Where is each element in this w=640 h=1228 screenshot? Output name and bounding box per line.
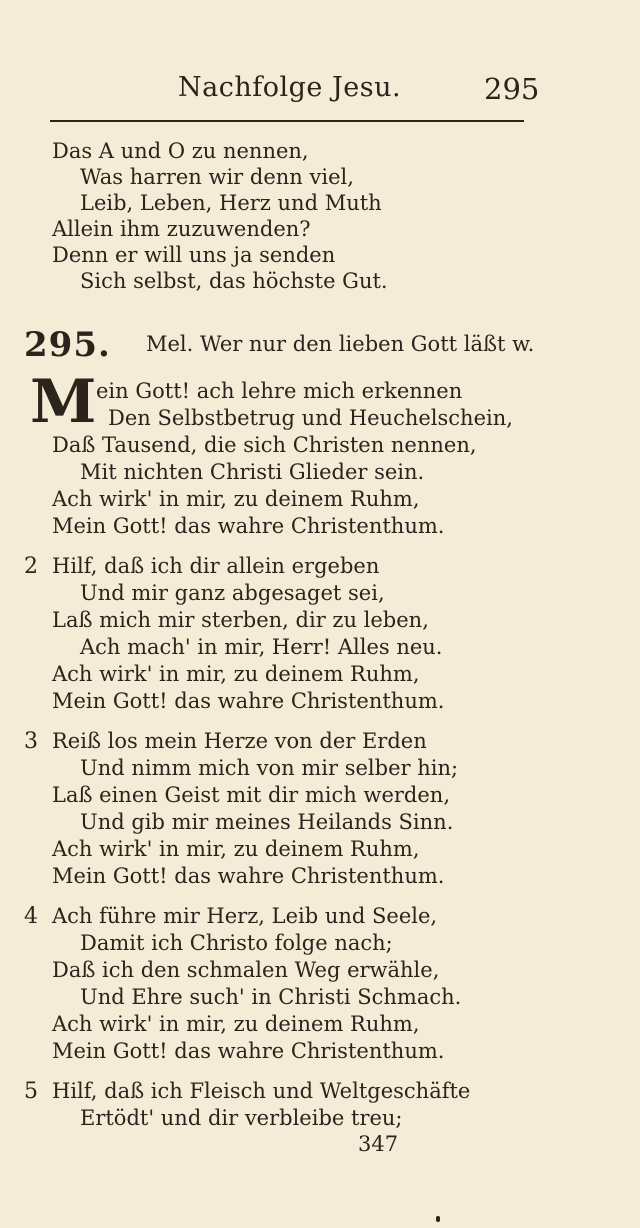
verse-line: Und Ehre such' in Christi Schmach. — [80, 985, 462, 1009]
melody-reference: Mel. Wer nur den lieben Gott läßt w. — [146, 332, 535, 356]
verse-line: Mit nichten Christi Glieder sein. — [80, 460, 425, 484]
running-header-title: Nachfolge Jesu. — [178, 72, 402, 103]
verse-line: Ach wirk' in mir, zu deinem Ruhm, — [52, 662, 420, 686]
hymn-number: 295. — [24, 325, 111, 365]
verse-line: Und mir ganz abgesaget sei, — [80, 581, 385, 605]
prev-stanza-line: Sich selbst, das höchste Gut. — [80, 269, 388, 293]
verse-line: Den Selbstbetrug und Heuchelschein, — [108, 406, 513, 430]
verse-line: Laß einen Geist mit dir mich werden, — [52, 783, 450, 807]
verse-line: Damit ich Christo folge nach; — [80, 931, 393, 955]
header-page-number: 295 — [484, 72, 540, 106]
prev-stanza-line: Was harren wir denn viel, — [80, 165, 354, 189]
header-rule — [50, 120, 524, 122]
verse-number: 4 — [24, 904, 38, 929]
prev-stanza-line: Allein ihm zuzuwenden? — [52, 217, 311, 241]
verse-line: Und gib mir meines Heilands Sinn. — [80, 810, 454, 834]
ink-mark — [436, 1216, 440, 1222]
verse-line: Ach wirk' in mir, zu deinem Ruhm, — [52, 837, 420, 861]
verse-line: Ach wirk' in mir, zu deinem Ruhm, — [52, 1012, 420, 1036]
verse-line: Hilf, daß ich Fleisch und Weltgeschäfte — [52, 1079, 471, 1103]
verse-number: 5 — [24, 1079, 38, 1104]
footer-page-number: 347 — [358, 1132, 399, 1156]
verse-line: Hilf, daß ich dir allein ergeben — [52, 554, 380, 578]
verse-line: Und nimm mich von mir selber hin; — [80, 756, 459, 780]
verse-line: Ach führe mir Herz, Leib und Seele, — [52, 904, 438, 928]
verse-line: Ach mach' in mir, Herr! Alles neu. — [80, 635, 443, 659]
verse-line: ein Gott! ach lehre mich erkennen — [96, 379, 463, 403]
verse-line: Laß mich mir sterben, dir zu leben, — [52, 608, 429, 632]
prev-stanza-line: Denn er will uns ja senden — [52, 243, 336, 267]
verse-line: Mein Gott! das wahre Christenthum. — [52, 864, 445, 888]
verse-line: Mein Gott! das wahre Christenthum. — [52, 514, 445, 538]
drop-cap: M — [30, 367, 97, 437]
prev-stanza-line: Das A und O zu nennen, — [52, 139, 309, 163]
verse-line: Mein Gott! das wahre Christenthum. — [52, 689, 445, 713]
verse-line: Mein Gott! das wahre Christenthum. — [52, 1039, 445, 1063]
verse-line: Daß Tausend, die sich Christen nennen, — [52, 433, 477, 457]
verse-number: 3 — [24, 729, 38, 754]
verse-number: 2 — [24, 554, 38, 579]
verse-line: Daß ich den schmalen Weg erwähle, — [52, 958, 440, 982]
verse-line: Ertödt' und dir verbleibe treu; — [80, 1106, 403, 1130]
verse-line: Ach wirk' in mir, zu deinem Ruhm, — [52, 487, 420, 511]
prev-stanza-line: Leib, Leben, Herz und Muth — [80, 191, 382, 215]
verse-line: Reiß los mein Herze von der Erden — [52, 729, 427, 753]
